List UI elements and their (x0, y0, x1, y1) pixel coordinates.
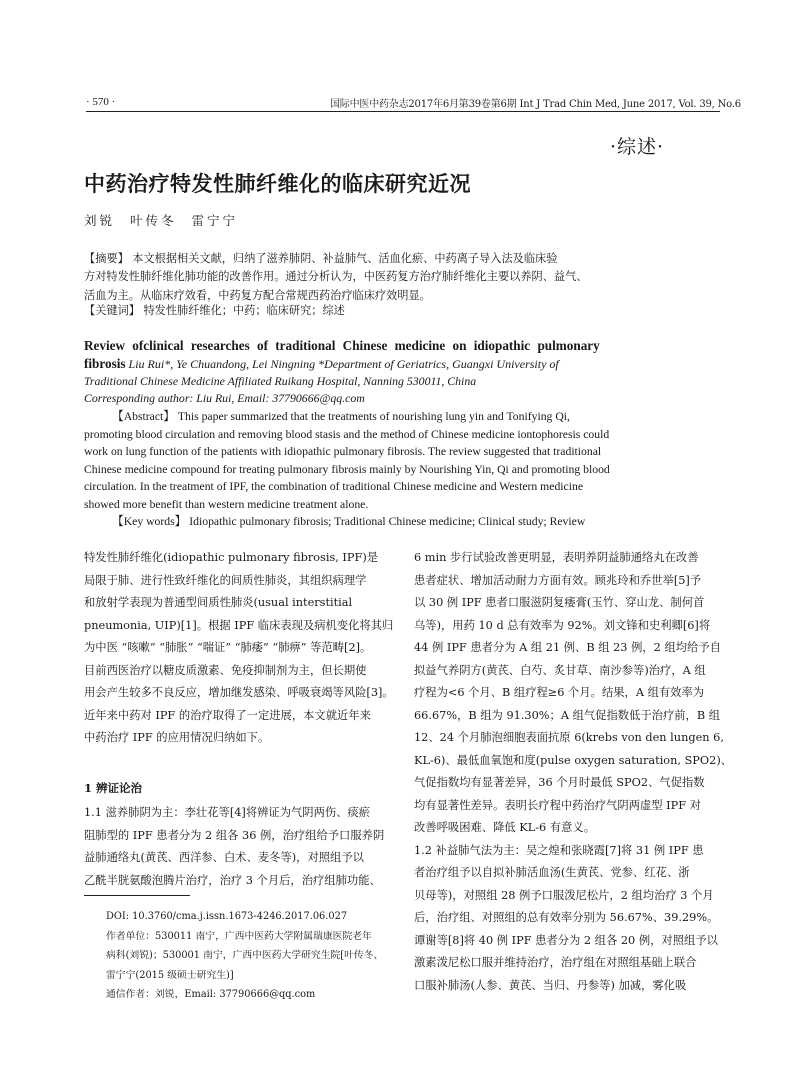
body-line: 激素泼尼松口服并维持治疗，治疗组在对照组基础上联合 (414, 956, 697, 969)
footnote-line: 雷宁宁(2015 级硕士研究生)] (106, 969, 234, 981)
abstract-line: circulation. In the treatment of IPF, the combination of traditional Chinese medicine and Western medicine (84, 480, 584, 493)
chinese-keywords: 【关键词】 特发性肺纤维化；中药；临床研究；综述 (84, 304, 345, 317)
body-line: 特发性肺纤维化(idiopathic pulmonary fibrosis, IPF)是 (84, 551, 379, 564)
abstract-line: 活血为主。从临床疗效看，中药复方配合常规西药治疗临床疗效明显。 (84, 288, 431, 302)
corresponding-author: Corresponding author: Liu Rui, Email: 37790666@qq.com (84, 391, 365, 405)
author-list: 刘锐 叶传冬 雷宁宁 (84, 213, 238, 228)
abstract-line: promoting blood circulation and removing blood stasis and the method of Chinese medicine iontophoresis could (84, 427, 610, 441)
body-line: 用会产生较多不良反应，增加继发感染、呼吸衰竭等风险[3]。 (84, 686, 394, 699)
abstract-line: 【Abstract】 This paper summarized that the treatments of nourishing lung yin and Tonifying Qi, (112, 410, 570, 423)
abstract-line: Chinese medicine compound for treating pulmonary fibrosis mainly by Nourishing Yin, Qi and promoting blood (84, 462, 610, 476)
abstract-line: showed more benefit than western medicine treatment alone. (84, 497, 369, 511)
body-line: 益肺通络丸(黄芪、西洋参、白术、麦冬等)，对照组予以 (84, 851, 364, 864)
journal-running-header: 国际中医中药杂志2017年6月第39卷第6期 Int J Trad Chin Med, June 2017, Vol. 39, No.6 (330, 99, 741, 110)
body-line: 谭谢等[8]将 40 例 IPF 患者分为 2 组各 20 例，对照组予以 (414, 933, 718, 947)
footnote-line: 作者单位：530011 南宁，广西中医药大学附属瑞康医院老年 (106, 930, 372, 942)
header-rule (86, 111, 720, 112)
body-line: 疗程为<6 个月、B 组疗程≥6 个月。结果，A 组有效率为 (414, 686, 705, 699)
english-title-line-2 (84, 356, 559, 372)
english-abstract (84, 408, 634, 513)
body-line: pneumonia, UIP)[1]。根据 IPF 临床表现及病机变化将其归 (84, 618, 394, 632)
abstract-line: 【摘要】 本文根据相关文献，归纳了滋养肺阴、补益肺气、活血化瘀、中药离子导入法及临床验 (84, 252, 558, 265)
body-line: 中药治疗 IPF 的应用情况归纳如下。 (84, 731, 270, 744)
page-number: · 570 · (86, 96, 116, 108)
doi-line: DOI: 10.3760/cma.j.issn.1673-4246.2017.06.027 (106, 911, 348, 922)
english-title-line-1: Review ofclinical researches of traditional Chinese medicine on idiopathic pulmonary (84, 338, 600, 353)
body-line: 1.1 滋养肺阴为主：李壮花等[4]将辨证为气阴两伤、痰瘀 (84, 806, 371, 819)
english-keywords: 【Key words】 Idiopathic pulmonary fibrosis; Traditional Chinese medicine; Clinical study; Review (112, 515, 586, 528)
body-line: 口服补肺汤(人参、黄芪、当归、丹参等) 加减，雾化吸 (414, 978, 687, 992)
body-line: 近年来中药对 IPF 的治疗取得了一定进展，本文就近年来 (84, 708, 371, 722)
body-line: 患者症状、增加活动耐力方面有效。顾兆玲和乔世举[5]予 (414, 573, 702, 587)
abstract-line: work on lung function of the patients with idiopathic pulmonary fibrosis. The review suggested that traditional (84, 445, 602, 458)
body-line: 目前西医治疗以糖皮质激素、免疫抑制剂为主，但长期使 (84, 663, 367, 677)
body-line: 后，治疗组、对照组的总有效率分别为 56.67%、39.29%。 (414, 911, 719, 924)
body-line: 66.67%，B 组为 91.30%；A 组气促指数低于治疗前，B 组 (414, 708, 721, 722)
english-title-end: fibrosis (84, 356, 126, 371)
abstract-line: 方对特发性肺纤维化肺功能的改善作用。通过分析认为，中医药复方治疗肺纤维化主要以养阴、益气、 (84, 270, 588, 284)
body-line: 6 min 步行试验改善更明显，表明养阴益肺通络丸在改善 (414, 551, 699, 564)
footnote-line: 通信作者：刘锐，Email: 37790666@qq.com (106, 989, 316, 1000)
body-line: 改善呼吸困难、降低 KL-6 有意义。 (414, 821, 595, 834)
english-affiliation: Traditional Chinese Medicine Affiliated Ruikang Hospital, Nanning 530011, China (84, 374, 477, 388)
body-line: 气促指数均有显著差异，36 个月时最低 SPO2、气促指数 (414, 776, 705, 789)
footnote-line: 病科(刘锐)；530001 南宁，广西中医药大学研究生院[叶传冬、 (106, 950, 384, 961)
body-line: 44 例 IPF 患者分为 A 组 21 例、B 组 23 例，2 组均给予自 (414, 641, 721, 654)
body-line: 12、24 个月肺泡细胞表面抗原 6(krebs von den lungen 6, (414, 731, 724, 744)
article-title: 中药治疗特发性肺纤维化的临床研究近况 (84, 172, 471, 196)
body-line: KL-6)、最低血氧饱和度(pulse oxygen saturation, SPO2)、 (414, 753, 733, 767)
body-line: 乌等)，用药 10 d 总有效率为 92%。刘文锋和史利卿[6]将 (414, 618, 711, 632)
footnotes (106, 907, 383, 1005)
section-heading: 1 辨证论治 (84, 781, 143, 795)
body-line: 1.2 补益肺气法为主：吴之煌和张晓霞[7]将 31 例 IPF 患 (414, 843, 704, 857)
body-left-column (84, 547, 394, 750)
body-line: 乙酰半胱氨酸泡腾片治疗，治疗 3 个月后，治疗组肺功能、 (84, 873, 381, 887)
body-line: 阻肺型的 IPF 患者分为 2 组各 36 例，治疗组给予口服养阴 (84, 828, 385, 842)
body-right-column (414, 547, 733, 997)
body-line: 贝母等)，对照组 28 例予口服泼尼松片，2 组均治疗 3 个月 (414, 888, 714, 902)
body-line: 和放射学表现为普通型间质性肺炎(usual interstitial (84, 596, 353, 609)
body-line: 局限于肺、进行性致纤维化的间质性肺炎，其组织病理学 (84, 573, 367, 587)
body-line: 拟益气养阴方(黄芪、白芍、炙甘草、南沙参等)治疗，A 组 (414, 663, 706, 677)
body-line: 为中医 “咳嗽” “肺胀” “喘证” “肺痿” “肺痹” 等范畴[2]。 (84, 641, 372, 654)
body-left-column-continued (84, 802, 389, 892)
chinese-abstract (84, 250, 724, 305)
english-author-affiliation: Liu Rui*, Ye Chuandong, Lei Ningning *Department of Geriatrics, Guangxi University of (125, 357, 559, 371)
body-line: 均有显著性差异。表明长疗程中药治疗气阴两虚型 IPF 对 (414, 798, 701, 812)
footnote-rule (84, 895, 190, 896)
body-line: 者治疗组予以自拟补肺活血汤(生黄芪、党参、红花、浙 (414, 866, 690, 879)
section-tag: ·综述· (610, 136, 665, 158)
body-line: 以 30 例 IPF 患者口服滋阴复痿膏(玉竹、穿山龙、制何首 (414, 596, 705, 609)
